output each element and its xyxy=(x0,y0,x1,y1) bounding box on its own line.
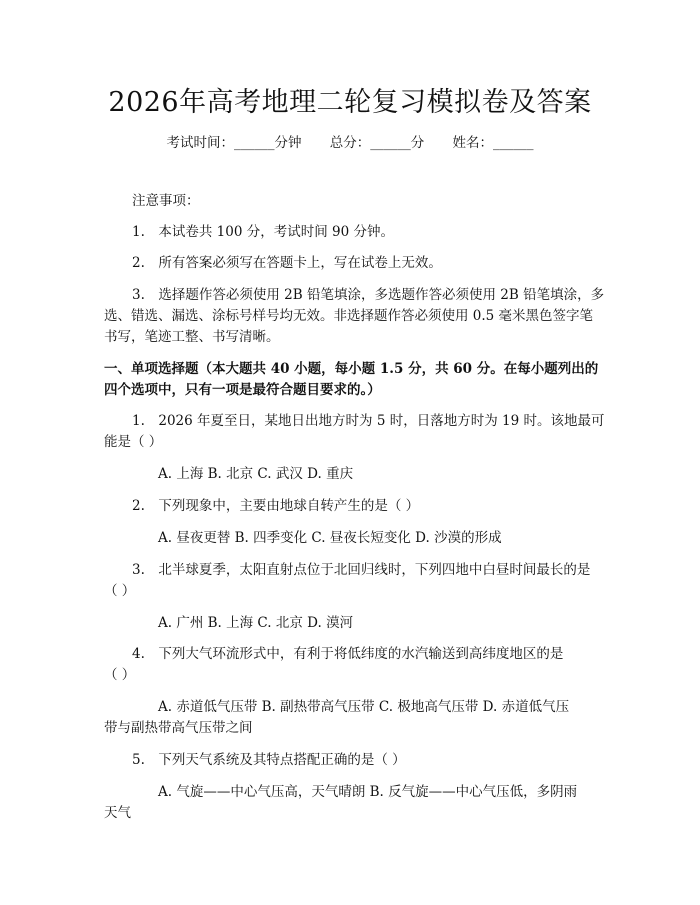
question-1-options: A. 上海 B. 北京 C. 武汉 D. 重庆 xyxy=(158,466,354,482)
question-4-options-line1: A. 赤道低气压带 B. 副热带高气压带 C. 极地高气压带 D. 赤道低气压 xyxy=(158,699,570,715)
note-3-line3: 书写，笔迹工整、书写清晰。 xyxy=(104,329,280,345)
question-1-line1: 1. 2026 年夏至日，某地日出地方时为 5 时，日落地方时为 19 时。该地最可 xyxy=(132,413,605,429)
question-5-options-line1: A. 气旋——中心气压高，天气晴朗 B. 反气旋——中心气压低，多阴雨 xyxy=(158,784,578,800)
question-2-line1: 2. 下列现象中，主要由地球自转产生的是（ ） xyxy=(132,498,420,514)
total-score-field: 总分：______分 xyxy=(329,135,425,151)
question-5-line1: 5. 下列天气系统及其特点搭配正确的是（ ） xyxy=(132,752,406,768)
question-4-options-line2: 带与副热带高气压带之间 xyxy=(104,720,253,736)
note-2: 2. 所有答案必须写在答题卡上，写在试卷上无效。 xyxy=(132,255,442,271)
question-3-options: A. 广州 B. 上海 C. 北京 D. 漠河 xyxy=(158,615,354,631)
question-1-line2: 能是（ ） xyxy=(104,434,163,450)
section-heading-line1: 一、单项选择题（本大题共 40 小题，每小题 1.5 分，共 60 分。在每小题列出的 xyxy=(104,361,599,377)
question-4-line2: （ ） xyxy=(104,667,136,683)
question-3-line1: 3. 北半球夏季，太阳直射点位于北回归线时，下列四地中白昼时间最长的是 xyxy=(132,562,591,578)
exam-meta xyxy=(0,131,700,151)
note-1: 1. 本试卷共 100 分，考试时间 90 分钟。 xyxy=(132,224,394,240)
page-title: 2026年高考地理二轮复习模拟卷及答案 xyxy=(108,87,592,118)
notes-heading: 注意事项： xyxy=(132,193,200,209)
section-heading-line2: 四个选项中，只有一项是最符合题目要求的。） xyxy=(104,382,381,398)
question-5-options-line2: 天气 xyxy=(104,805,131,821)
question-3-line2: （ ） xyxy=(104,583,136,599)
note-3-line1: 3. 选择题作答必须使用 2B 铅笔填涂，多选题作答必须使用 2B 铅笔填涂，多 xyxy=(132,287,605,303)
name-field: 姓名：______ xyxy=(452,135,534,151)
exam-time-field: 考试时间：______分钟 xyxy=(166,135,302,151)
question-2-options: A. 昼夜更替 B. 四季变化 C. 昼夜长短变化 D. 沙漠的形成 xyxy=(158,530,502,546)
question-4-line1: 4. 下列大气环流形式中，有利于将低纬度的水汽输送到高纬度地区的是 xyxy=(132,646,564,662)
note-3-line2: 选、错选、漏选、涂标号样号均无效。非选择题作答必须使用 0.5 毫米黑色签字笔 xyxy=(104,308,594,324)
